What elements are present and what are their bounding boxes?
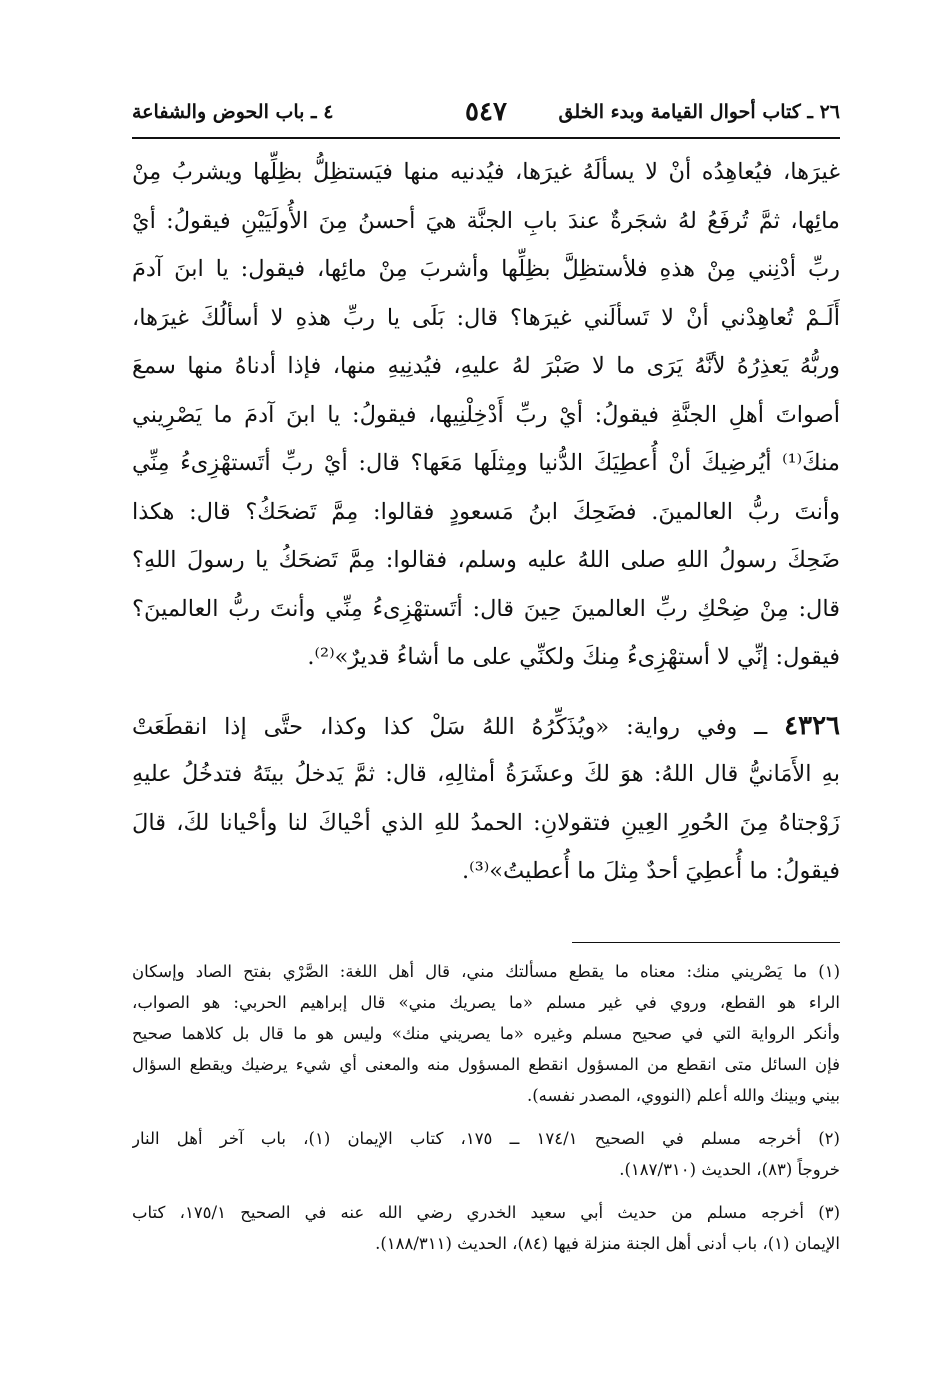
paragraph-1 [132, 148, 840, 682]
footnote-2 [132, 1123, 840, 1185]
text-line: أَلَـمْ تُعاهِدْني أنْ لا تَسألَني غيرَها؟ قال: بَلَى يا ربِّ هذهِ لا أسألُكَ غيرَها، [132, 304, 840, 331]
text-line: وربُّهُ يَعذِرُهُ لأنَّهُ يَرَى ما لا صَبْرَ لهُ عليهِ، فيُدنِيهِ منها، فإذا أدناهُ منها سمعَ [132, 353, 840, 379]
text-line [132, 702, 840, 751]
footnote-line: خروجاً (٨٣)، الحديث (١٨٧/٣١٠). [619, 1160, 840, 1179]
text-line: أصواتَ أهلِ الجنَّةِ فيقولُ: أيْ ربِّ أَدْخِلْنِيها، فيقولُ: يا ابنَ آدمَ ما يَصْرِيني [132, 401, 840, 428]
footnote-line: وأنكر الرواية التي في صحيح مسلم وغيره «ما يصريني منك» وليس هو ما قال بل كلاهما صحيح [132, 1024, 840, 1043]
text-line: غيرَها، فيُعاهِدُه أنْ لا يسألَهُ غيرَها، فيُدنيه منها فيَستظِلُّ بظِلِّها ويشربُ مِنْ [132, 159, 840, 185]
paragraph-gap [132, 682, 840, 702]
text-line: فيقول: إنِّي لا أستهْزِىءُ مِنكَ ولكنِّي على ما أشاءُ قديرٌ»⁽²⁾. [307, 644, 840, 670]
hadith-number: ٤٣٢٦ [784, 710, 840, 741]
running-header [132, 92, 840, 132]
footnote-line: الإيمان (١)، باب أدنى أهل الجنة منزلة فيها (٨٤)، الحديث (١٨٨/٣١١). [375, 1234, 840, 1253]
footnote-line: (٣) أخرجه مسلم من حديث أبي سعيد الخدري رضي الله عنه في الصحيح ١٧٥/١، كتاب [132, 1203, 840, 1222]
text-line: زَوْجتاهُ مِنَ الحُورِ العِينِ فتقولانِ: الحمدُ للهِ الذي أحْياكَ لنا وأحْيانا لكَ، قالَ [132, 809, 840, 836]
header-rule [132, 137, 840, 139]
text-line: ضَحِكَ رسولُ اللهِ صلى اللهُ عليه وسلم، فقالوا: مِمَّ تَضحَكُ يا رسولَ اللهِ؟ [132, 547, 840, 573]
text-line: فيقولُ: ما أُعطِيَ أحدٌ مِثلَ ما أُعطيتُ»⁽³⁾. [462, 858, 840, 884]
text-line: وأنتَ ربُّ العالمينَ. فضَحِكَ ابنُ مَسعودٍ فقالوا: مِمَّ تَضحَكُ؟ قال: هكذا [132, 498, 840, 525]
header-chapter-title: ٢٦ ـ كتاب أحوال القيامة وبدء الخلق [558, 101, 840, 123]
paragraph-2 [132, 702, 840, 896]
text-line: ربِّ أدْنِني مِنْ هذهِ فلأستظِلَّ بظِلِّها وأشربَ مِنْ مائِها، فيقول: يا ابنَ آدمَ [132, 256, 840, 282]
footnote-rule [572, 942, 840, 943]
footnote-line: بيني وبينك والله أعلم (النووي، المصدر نفسه). [527, 1086, 840, 1105]
footnote-line: الراء هو القطع، وروي في غير مسلم «ما يصريك مني» قال إبراهيم الحربي: هو الصواب، [132, 993, 840, 1012]
text-line: بهِ الأَمَانيُّ قال اللهُ: هوَ لكَ وعشَرَةُ أمثالِهِ، قال: ثمَّ يَدخلُ بيتَهُ فتدخُلُ عليهِ [132, 761, 840, 787]
footnote-3 [132, 1197, 840, 1259]
footnote-line: (٢) أخرجه مسلم في الصحيح ١٧٤/١ ــ ١٧٥، كتاب الإيمان (١)، باب آخر أهل النار [132, 1129, 840, 1148]
footnote-1 [132, 956, 840, 1111]
text-line: منكَ⁽¹⁾ أيُرضِيكَ أنْ أُعطِيَكَ الدُّنيا ومِثلَها مَعَها؟ قال: أيْ ربِّ أتَستهْزِىءُ مِنِّي [132, 450, 840, 476]
footnote-line: فإن السائل متى انقطع من المسؤول انقطع المسؤول منه والمعنى أي شيء يرضيك ويقطع السؤال [132, 1055, 840, 1074]
text-line: قال: مِنْ ضِحْكِ ربِّ العالمينَ حِينَ قال: أتَستهْزِىءُ مِنِّي وأنتَ ربُّ العالمينَ؟ [132, 595, 840, 622]
text-line: مائِها، ثمَّ تُرفَعُ لهُ شجَرةٌ عندَ بابِ الجنَّة هيَ أحسنُ مِنَ الأُولَيَيْنِ فيقولُ: أيْ [132, 207, 840, 234]
hadith-opening: ــ وفي رواية: «ويُذَكِّرُهُ اللهُ سَلْ كذا وكذا، حتَّى إذا انقطَعَتْ [132, 713, 785, 740]
footnotes [132, 956, 840, 1271]
footnote-line: (١) ما يَصْريني منك: معناه ما يقطع مسألتك مني، قال أهل اللغة: الصَّرْي بفتح الصاد وإسكان [132, 962, 840, 981]
header-section-title: ٤ ـ باب الحوض والشفاعة [132, 101, 334, 123]
page-number: ٥٤٧ [465, 97, 507, 127]
main-text [132, 148, 840, 896]
